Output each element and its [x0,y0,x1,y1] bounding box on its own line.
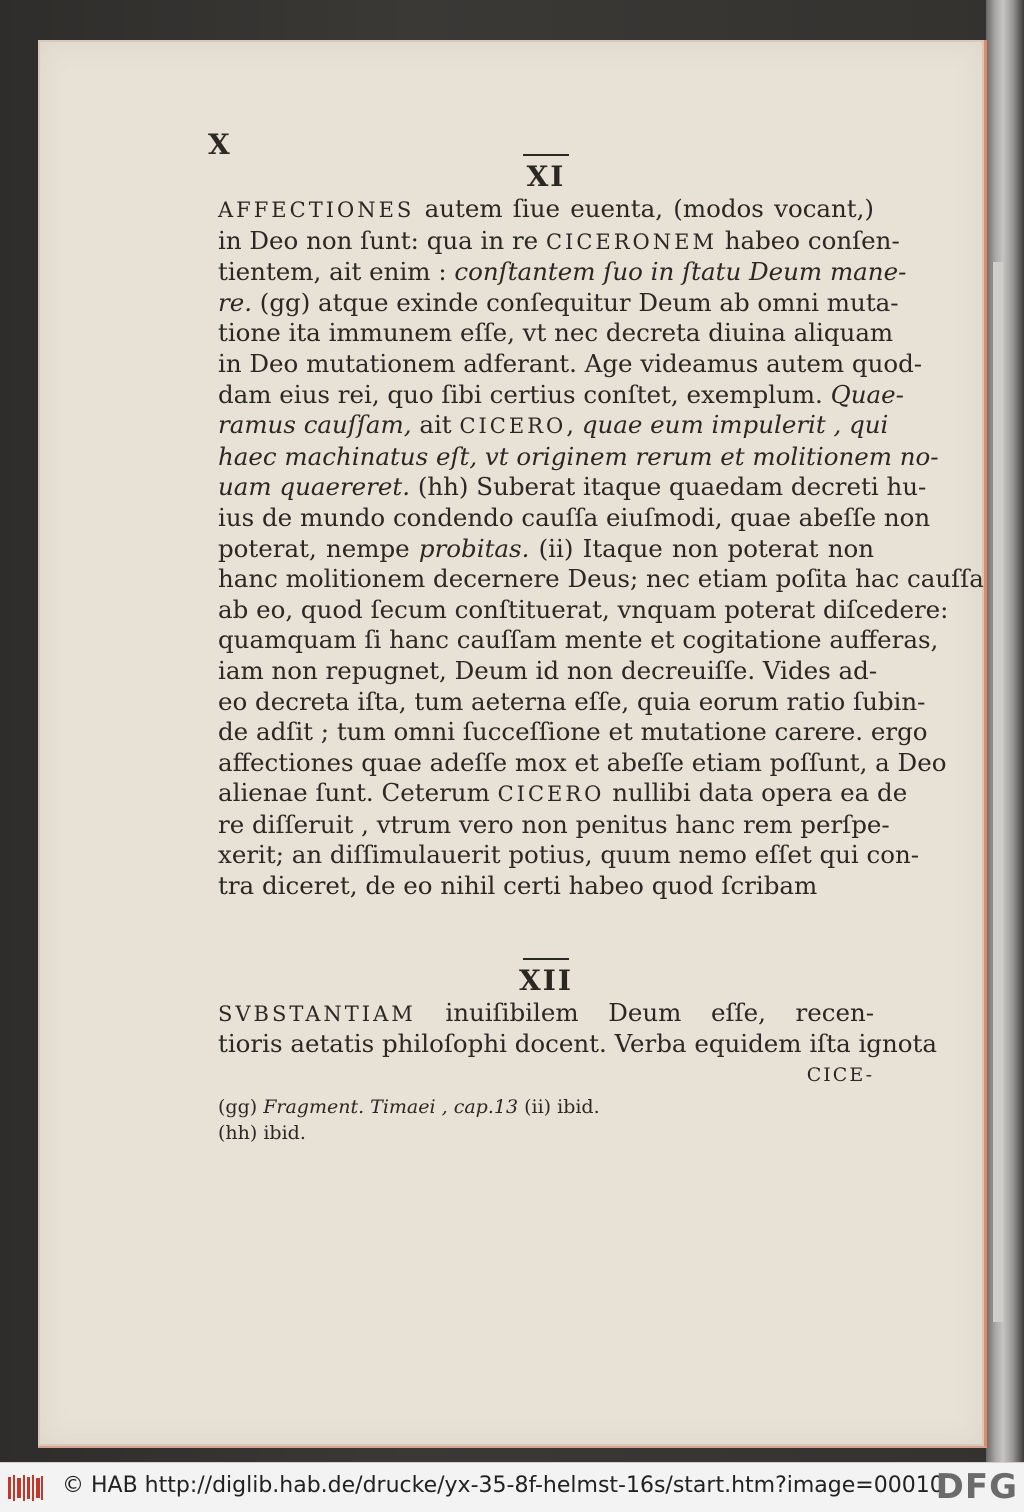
text-run: tione ita immunem eſſe, vt nec decreta diuina aliquam [218,318,894,348]
text-line [218,379,904,411]
text-run: ait [411,410,460,440]
text-run: hanc molitionem decernere Deus; nec etiam poſita hac cauſſa [218,564,984,594]
heading-rule [523,154,569,156]
small-caps-name: CICERO [459,414,567,439]
text-line [218,410,889,442]
text-run: eo decreta iſta, tum aeterna eſſe, quia eorum ratio ſubin- [218,686,926,716]
text-line [218,998,874,1030]
text-line [218,594,949,626]
page-number: X [208,128,230,161]
text-run: (ii) ibid. [518,1096,600,1118]
text-run: autem ſiue euenta, (modos vocant,) [414,194,874,223]
text-line [218,1029,937,1060]
italic-quote: quae eum impulerit , qui [581,410,889,440]
section-12-body [218,997,937,1060]
footer-bar [0,1462,1024,1512]
text-line [218,1120,648,1146]
text-line [218,502,931,534]
text-line [218,441,939,473]
text-run: alienae ſunt. Ceterum [218,778,498,808]
page-edge-strip [992,262,1003,1322]
text-line [218,564,984,595]
footnotes [218,1094,648,1146]
text-run: (gg) [218,1096,264,1118]
copyright-link[interactable]: © HAB http://diglib.hab.de/drucke/yx-35-8f-helmst-16s/start.htm?image=00010 [62,1473,944,1498]
text-run: (hh) Suberat itaque quaedam decreti hu- [410,472,927,502]
small-caps-name: AFFECTIONES [218,198,415,222]
text-run: habeo conſen- [716,225,900,255]
text-line [218,472,927,503]
page-text [218,124,984,1090]
text-run: nullibi data opera ea de [604,778,908,808]
text-line [218,871,874,902]
text-line [218,318,894,349]
text-run: tientem, ait enim : [218,257,455,287]
text-run: (ii) Itaque non poterat non [529,533,875,563]
italic-quote: haec machinatus eſt, vt originem rerum et molitionem no- [218,441,939,471]
italic-quote: probitas. [418,533,530,563]
small-caps-name: SVBSTANTIAM [218,1001,416,1026]
text-line [218,747,947,779]
italic-quote: re. [218,287,252,317]
text-line [218,809,890,841]
section-11-body [218,194,984,902]
dfg-logo: DFG [935,1467,1018,1507]
text-line [218,534,874,565]
text-run: ius de mundo condendo cauſſa eiuſmodi, quae abeſſe non [218,502,931,532]
text-run: quamquam ſi hanc cauſſam mente et cogitatione aufferas, [218,625,939,655]
text-line [218,257,907,288]
text-line [218,1094,648,1120]
text-run: affectiones quae adeſſe mox et abeſſe etiam poſſunt, a Deo [218,747,947,777]
section-heading-12 [218,958,874,998]
text-line [218,655,878,687]
section-heading-text: XII [519,963,573,997]
text-run: , [566,410,582,440]
barcode-icon [8,1475,44,1501]
text-run: iam non repugnet, Deum id non decreuiſſe. Vides ad- [218,655,878,685]
text-line [218,840,920,871]
italic-quote: conſtantem ſuo in ſtatu Deum mane- [454,257,907,287]
text-line [218,194,874,226]
text-run: (hh) ibid. [218,1122,306,1144]
text-run: ab eo, quod ſecum conſtituerat, vnquam poterat diſcedere: [218,594,949,624]
italic-quote: Quae- [830,379,904,409]
small-caps-name: CICERONEM [545,229,717,254]
text-run: (gg) atque exinde conſequitur Deum ab omni muta- [252,287,899,317]
text-run: inuiſibilem Deum eſſe, recen- [415,997,874,1027]
text-run: xerit; an diſſimulauerit potius, quum nemo eſſet qui con- [218,840,920,870]
text-line [218,717,928,748]
section-heading-11 [218,154,874,194]
text-line [218,686,926,718]
text-run: re diſſeruit , vtrum vero non penitus hanc rem perſpe- [218,809,890,839]
section-heading-text: XI [526,160,566,193]
text-run: tra diceret, de eo nihil certi habeo quod ſcribam [218,871,818,901]
small-caps-name: CICERO [497,782,605,807]
text-line [218,348,923,380]
text-run: tioris aetatis philoſophi docent. Verba equidem iſta ignota [218,1029,937,1059]
italic-quote: uam quaereret. [218,472,411,502]
text-run: poterat, nempe [218,533,419,563]
text-run: de adſit ; tum omni ſucceſſione et mutatione carere. ergo [218,717,928,747]
text-line [218,225,900,258]
text-line [218,287,899,319]
text-line [218,778,908,810]
heading-rule [523,958,569,960]
text-line [218,625,939,656]
text-run: dam eius rei, quo ſibi certius conſtet, exemplum. [218,379,831,409]
italic-quote: ramus cauſſam, [218,410,412,440]
text-run: in Deo non ſunt: qua in re [218,225,546,255]
catchword: CICE- [806,1063,874,1086]
text-run: in Deo mutationem adferant. Age videamus autem quod- [218,348,923,378]
italic-quote: Fragment. Timaei , cap.13 [263,1096,519,1118]
